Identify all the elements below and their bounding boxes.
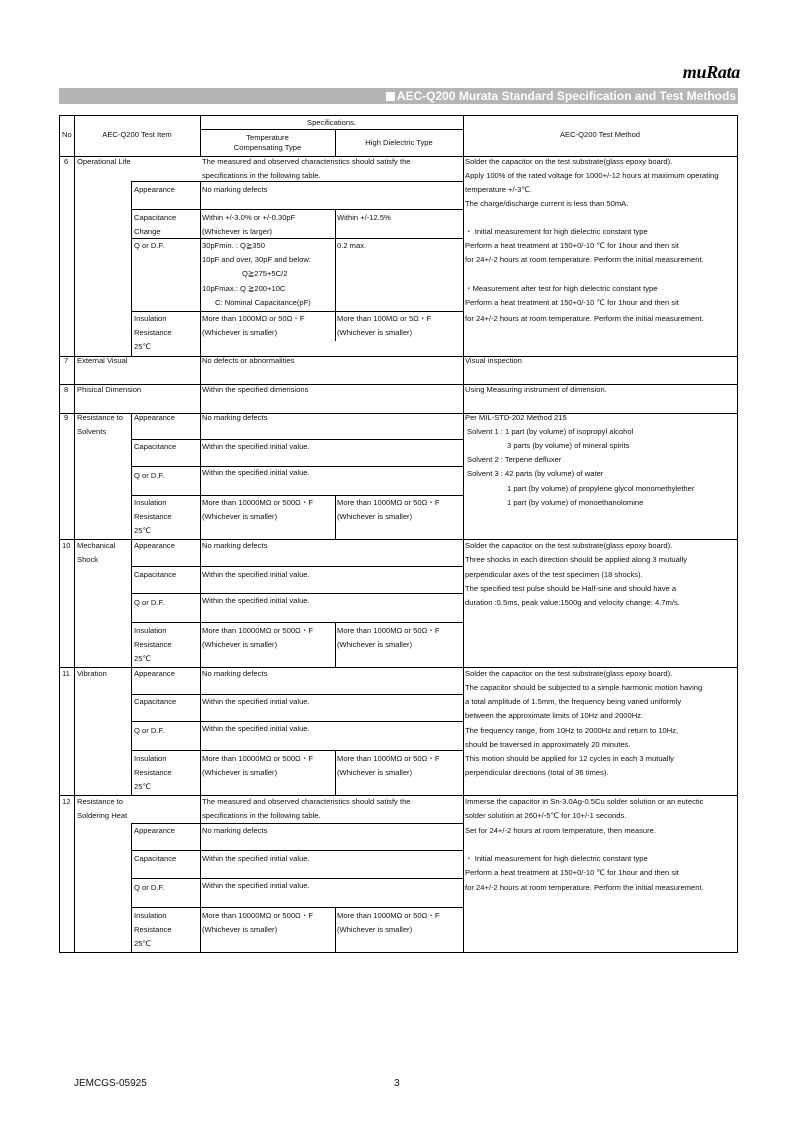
r11-ins-h2: (Whichever is smaller)	[337, 768, 413, 777]
r9-ins-3: 25℃	[134, 526, 151, 535]
r6-line-3	[131, 238, 463, 239]
r6-method-2: Apply 100% of the rated voltage for 1000+/-12 hours at maximum operating	[465, 171, 719, 180]
r10-ins-t2: (Whichever is smaller)	[202, 640, 278, 649]
r10-no: 10	[62, 541, 71, 550]
r10-method-2: Three shocks in each direction should be applied along 3 mutually	[465, 555, 688, 564]
header-high: High Dielectric Type	[365, 138, 433, 147]
r9-method-7: 1 part (by volume) of monoethanolomine	[507, 498, 644, 507]
r6-method-5: ・ Initial measurement for high dielectric constant type	[465, 227, 648, 236]
r6-q1: 30pFmin. : Q≧350	[202, 241, 265, 250]
r8-no: 8	[64, 385, 69, 394]
r6-cap-h: Within +/-12.5%	[337, 213, 391, 222]
r12-method-3: Set for 24+/-2 hours at room temperature, then measure.	[465, 826, 656, 835]
r6-method-9: Perform a heat treatment at 150+0/-10 ℃ for 1hour and then sit	[465, 298, 679, 307]
r11-ins-t1: More than 10000MΩ or 500Ω・F	[202, 754, 313, 763]
col-line-no	[74, 116, 75, 952]
r12-line-1	[131, 823, 463, 824]
r8-spec: Within the specified dimensions	[202, 385, 309, 394]
banner-title: AEC-Q200 Murata Standard Specification and Test Methods	[396, 89, 736, 103]
r6-item: Operational Life	[77, 157, 131, 166]
row-line-9	[60, 539, 737, 540]
col-line-r9	[200, 413, 201, 539]
r11-line-3	[131, 750, 463, 751]
r7-spec: No defects or abnormalities	[202, 356, 295, 365]
header-method: AEC-Q200 Test Method	[559, 130, 641, 139]
r12-ins-1: Insulation	[134, 911, 167, 920]
col-line-r12	[200, 795, 201, 952]
r11-no: 11	[62, 669, 70, 678]
r6-ins-t2: (Whichever is smaller)	[202, 328, 278, 337]
r11-method-5: The frequency range, from 10Hz to 2000Hz and return to 10Hz,	[465, 726, 679, 735]
r9-ins-t2: (Whichever is smaller)	[202, 512, 278, 521]
r7-no: 7	[64, 356, 69, 365]
r10-ins-t1: More than 10000MΩ or 500Ω・F	[202, 626, 313, 635]
r6-method-3: temperature +/-3℃.	[465, 185, 532, 194]
r12-cap-val: Within the specified initial value.	[202, 854, 310, 863]
r6-appearance-val: No marking defects	[202, 185, 268, 194]
r11-ins-h1: More than 1000MΩ or 50Ω・F	[337, 754, 440, 763]
r11-ins-2: Resistance	[134, 768, 172, 777]
r11-method-6: should be traversed in approximately 20 minutes.	[465, 740, 631, 749]
r6-q5: C: Nominal Capacitance(pF)	[215, 298, 311, 307]
r9-line-3	[131, 495, 463, 496]
r11-appearance: Appearance	[134, 669, 175, 678]
head-line-specs	[200, 129, 463, 130]
r6-method-1: Solder the capacitor on the test substrate(glass epoxy board).	[465, 157, 673, 166]
r11-method-4: between the approximate limits of 10Hz and 2000Hz.	[465, 711, 644, 720]
r9-item-1: Resistance to	[77, 413, 124, 422]
r10-item-2: Shock	[77, 555, 99, 564]
r6-method-10: for 24+/-2 hours at room temperature. Perform the initial measurement.	[465, 314, 704, 323]
row-line-7	[60, 384, 737, 385]
r11-ins-1: Insulation	[134, 754, 167, 763]
r8-item: Phisical Dimension	[77, 385, 142, 394]
row-line-10	[60, 667, 737, 668]
r12-method-2: solder solution at 260+/-5℃ for 10+/-1 seconds.	[465, 811, 627, 820]
r11-method-3: a total amplitude of 1.5mm, the frequency being varied uniformly	[465, 697, 682, 706]
r6-ins-h1: More than 100MΩ or 5Ω・F	[337, 314, 432, 323]
r10-item-1: Mechanical	[77, 541, 116, 550]
r6-q2: 10pF and over, 30pF and below:	[202, 255, 311, 264]
r8-method: Using Measuring instrument of dimension.	[465, 385, 607, 394]
r9-appearance: Appearance	[134, 413, 175, 422]
r6-line-1	[131, 181, 463, 182]
r6-spec-note-1: The measured and observed characteristics should satisfy the	[202, 157, 411, 166]
r10-cap-val: Within the specified initial value.	[202, 570, 310, 579]
r12-ins-h1: More than 1000MΩ or 50Ω・F	[337, 911, 440, 920]
r12-no: 12	[62, 797, 71, 806]
r9-qdf-val: Within the specified initial value.	[202, 468, 310, 477]
spec-table	[59, 115, 738, 953]
r9-method-6: 1 part (by volume) of propylene glycol monomethylether	[507, 484, 695, 493]
r12-cap: Capacitance	[134, 854, 177, 863]
col-line-r6	[200, 181, 201, 356]
r6-line-2	[131, 209, 463, 210]
r9-item-2: Solvents	[77, 427, 107, 436]
r10-ins-3: 25℃	[134, 654, 151, 663]
header-no: No	[62, 130, 72, 139]
r9-ins-h1: More than 1000MΩ or 50Ω・F	[337, 498, 440, 507]
r11-line-2	[131, 721, 463, 722]
r10-ins-h1: More than 1000MΩ or 50Ω・F	[337, 626, 440, 635]
r6-ins-2: Resistance	[134, 328, 172, 337]
r6-appearance: Appearance	[134, 185, 175, 194]
row-line-6	[60, 356, 737, 357]
r9-no: 9	[64, 413, 69, 422]
r9-line-1	[131, 439, 463, 440]
header-temp-2: Compensating Type	[233, 143, 302, 152]
r6-cap-1: Capacitance	[134, 213, 177, 222]
document-code: JEMCGS-05925	[74, 1078, 147, 1089]
r6-method-6: Perform a heat treatment at 150+0/-10 ℃ for 1hour and then sit	[465, 241, 679, 250]
r9-qdf: Q or D.F.	[134, 471, 165, 480]
r6-method-8: ・Measurement after test for high dielectric constant type	[465, 284, 658, 293]
r9-method-3: 3 parts (by volume) of mineral spirits	[507, 441, 630, 450]
page-number: 3	[394, 1078, 400, 1089]
r12-qdf-val: Within the specified initial value.	[202, 881, 310, 890]
r9-ins-h2: (Whichever is smaller)	[337, 512, 413, 521]
r12-ins-t1: More than 10000MΩ or 500Ω・F	[202, 911, 313, 920]
r6-cap-2: Change	[134, 227, 161, 236]
r6-ins-t1: More than 1000MΩ or 50Ω・F	[202, 314, 305, 323]
col-line-r11-split	[335, 750, 336, 795]
col-line-r11-sub	[131, 667, 132, 795]
r11-cap-val: Within the specified initial value.	[202, 697, 310, 706]
r11-line-1	[131, 694, 463, 695]
r11-ins-t2: (Whichever is smaller)	[202, 768, 278, 777]
header-temp-1: Temperature	[246, 133, 289, 142]
r10-line-3	[131, 622, 463, 623]
row-line-11	[60, 795, 737, 796]
r10-method-1: Solder the capacitor on the test substrate(glass epoxy board).	[465, 541, 673, 550]
r12-line-2	[131, 850, 463, 851]
r9-cap-val: Within the specified initial value.	[202, 442, 310, 451]
col-line-r10-sub	[131, 539, 132, 667]
col-line-method	[463, 116, 464, 952]
r10-ins-h2: (Whichever is smaller)	[337, 640, 413, 649]
r10-ins-1: Insulation	[134, 626, 167, 635]
r7-method: Visual inspection	[465, 356, 522, 365]
r11-ins-3: 25℃	[134, 782, 151, 791]
r11-method-1: Solder the capacitor on the test substrate(glass epoxy board).	[465, 669, 673, 678]
r12-appearance-val: No marking defects	[202, 826, 268, 835]
r12-item-2: Soldering Heat	[77, 811, 128, 820]
r10-line-2	[131, 593, 463, 594]
r6-ins-1: Insulation	[134, 314, 167, 323]
r9-line-2	[131, 466, 463, 467]
r11-cap: Capacitance	[134, 697, 177, 706]
r9-ins-t1: More than 10000MΩ or 500Ω・F	[202, 498, 313, 507]
r11-item: Vibration	[77, 669, 107, 678]
col-line-r9-split	[335, 495, 336, 539]
r6-no: 6	[64, 157, 69, 166]
r12-ins-3: 25℃	[134, 939, 151, 948]
r9-method-1: Per MIL-STD-202 Method 215	[465, 413, 567, 422]
r6-qdf: Q or D.F.	[134, 241, 165, 250]
r12-qdf: Q or D.F.	[134, 883, 165, 892]
r6-spec-note-2: specifications in the following table.	[202, 171, 321, 180]
col-line-r11	[200, 667, 201, 795]
r12-ins-2: Resistance	[134, 925, 172, 934]
r10-qdf: Q or D.F.	[134, 598, 165, 607]
r9-appearance-val: No marking defects	[202, 413, 268, 422]
r6-ins-3: 25℃	[134, 342, 151, 351]
r10-cap: Capacitance	[134, 570, 177, 579]
r6-method-4: The charge/discharge current is less than 50mA.	[465, 199, 629, 208]
col-line-r10-split	[335, 622, 336, 667]
r12-method-5: Perform a heat treatment at 150+0/-10 ℃ for 1hour and then sit	[465, 868, 679, 877]
r10-qdf-val: Within the specified initial value.	[202, 596, 310, 605]
r11-qdf-val: Within the specified initial value.	[202, 724, 310, 733]
r12-ins-t2: (Whichever is smaller)	[202, 925, 278, 934]
header-specs: Specifications.	[307, 118, 356, 127]
r6-line-4	[131, 311, 463, 312]
r9-cap: Capacitance	[134, 442, 177, 451]
r6-q3: Q≧275+5C/2	[242, 269, 288, 278]
r10-appearance-val: No marking defects	[202, 541, 268, 550]
r11-qdf: Q or D.F.	[134, 726, 165, 735]
r10-appearance: Appearance	[134, 541, 175, 550]
r12-spec-note-2: specifications in the following table.	[202, 811, 321, 820]
r9-method-2: Solvent 1 : 1 part (by volume) of isopropyl alcohol	[467, 427, 634, 436]
r12-item-1: Resistance to	[77, 797, 124, 806]
r12-spec-note-1: The measured and observed characteristics should satisfy the	[202, 797, 411, 806]
r12-line-4	[131, 907, 463, 908]
col-line-r9-sub	[131, 413, 132, 539]
r11-method-7: This motion should be applied for 12 cycles in each 3 mutually	[465, 754, 674, 763]
col-line-r6-split	[335, 209, 336, 341]
r6-ins-h2: (Whichever is smaller)	[337, 328, 413, 337]
r6-cap-t2: (Whichever is larger)	[202, 227, 273, 236]
r7-item: External Visual	[77, 356, 128, 365]
r12-method-4: ・ Initial measurement for high dielectric constant type	[465, 854, 648, 863]
r9-method-5: Solvent 3 : 42 parts (by volume) of water	[467, 469, 604, 478]
r6-method-7: for 24+/-2 hours at room temperature. Perform the initial measurement.	[465, 255, 704, 264]
r9-ins-2: Resistance	[134, 512, 172, 521]
r6-cap-t1: Within +/-3.0% or +/-0.30pF	[202, 213, 296, 222]
r11-method-8: perpendicular directions (total of 36 times).	[465, 768, 609, 777]
col-line-r12-split	[335, 907, 336, 952]
header-item: AEC-Q200 Test Item	[102, 130, 172, 139]
r9-method-4: Solvent 2 : Terpene defluxer	[467, 455, 562, 464]
r10-line-1	[131, 566, 463, 567]
r10-method-4: The specified test pulse should be Half-sine and should have a	[465, 584, 677, 593]
r10-method-3: perpendicular axes of the test specimen (18 shocks).	[465, 570, 643, 579]
r12-appearance: Appearance	[134, 826, 175, 835]
section-banner	[59, 88, 738, 104]
r12-method-6: for 24+/-2 hours at room temperature. Perform the initial measurement.	[465, 883, 704, 892]
r6-q-h: 0.2 max.	[337, 241, 367, 250]
r9-ins-1: Insulation	[134, 498, 167, 507]
r12-line-3	[131, 878, 463, 879]
col-line-r10	[200, 539, 201, 667]
r11-appearance-val: No marking defects	[202, 669, 268, 678]
r11-method-2: The capacitor should be subjected to a simple harmonic motion having	[465, 683, 703, 692]
r10-ins-2: Resistance	[134, 640, 172, 649]
r12-ins-h2: (Whichever is smaller)	[337, 925, 413, 934]
col-line-r12-sub	[131, 823, 132, 952]
r6-q4: 10pFmax.: Q ≧200+10C	[202, 284, 286, 293]
r10-method-5: duration :0.5ms, peak value:1500g and velocity change: 4.7m/s.	[465, 598, 680, 607]
square-icon	[386, 92, 395, 101]
r6-sub-line	[131, 181, 132, 356]
r12-method-1: Immerse the capacitor in Sn-3.0Ag-0.5Cu solder solution or an eutectic	[465, 797, 704, 806]
murata-logo: muRata	[682, 62, 740, 82]
